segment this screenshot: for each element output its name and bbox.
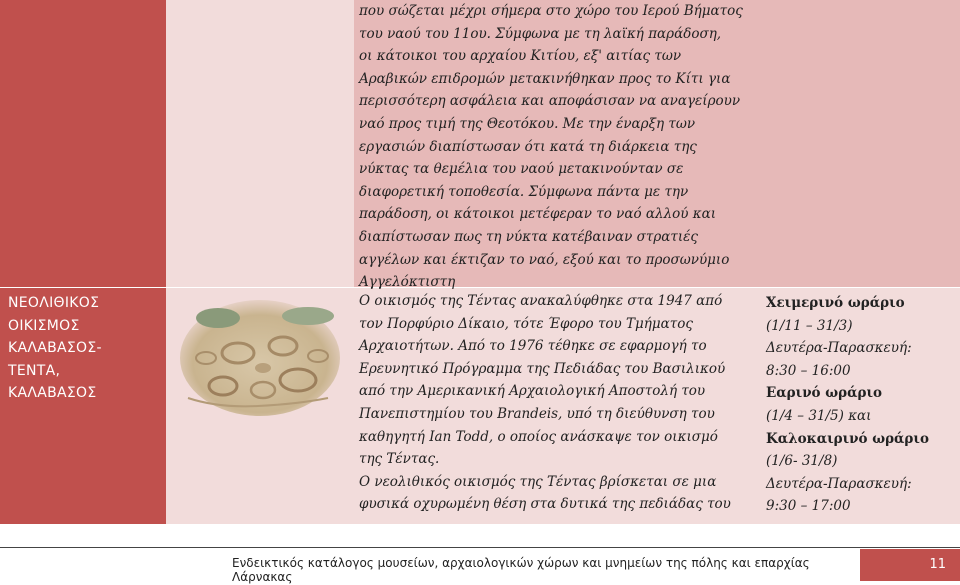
text-line: εργασιών διαπίστωσαν ότι κατά τη διάρκεια της [359, 138, 697, 155]
site-name-line: ΚΑΛΑΒΑΣΟΣ [8, 385, 97, 402]
text-line: του ναού του 11ου. Σύμφωνα με τη λαϊκή παράδοση, [359, 25, 722, 42]
text-line: καθηγητή Ian Todd, ο οποίος ανάσκαψε τον οικισμό [359, 428, 718, 445]
text-line: Αραβικών επιδρομών μετακινήθηκαν προς το Κίτι για [359, 70, 731, 87]
text-line: διαπίστωσαν πως τη νύκτα κατέβαιναν στρατιές [359, 228, 698, 245]
opening-hours [766, 292, 956, 518]
spring-hours-label: Εαρινό ωράριο [766, 385, 882, 402]
site-name-line: ΚΑΛΑΒΑΣΟΣ- [8, 340, 102, 357]
summer-hours-period: (1/6- 31/8) [766, 453, 838, 470]
spring-hours-period: (1/4 – 31/5) και [766, 407, 872, 424]
summer-hours-label: Καλοκαιρινό ωράριο [766, 430, 929, 447]
table-cell-hours-prev [754, 0, 960, 287]
text-line: Πανεπιστημίου του Brandeis, υπό τη διεύθυνση του [359, 405, 715, 422]
site-name-line: ΟΙΚΙΣΜΟΣ [8, 317, 80, 334]
footer-caption: Ενδεικτικός κατάλογος μουσείων, αρχαιολογικών χώρων και μνημείων της πόλης και επαρχίας Λάρνακας [232, 556, 810, 584]
table-cell-image-prev [166, 0, 354, 287]
text-line: οι κάτοικοι του αρχαίου Κιτίου, εξ' αιτίας των [359, 48, 682, 65]
text-line: Ο οικισμός της Τέντας ανακαλύφθηκε στα 1947 από [359, 293, 723, 309]
winter-hours-period: (1/11 – 31/3) [766, 317, 853, 334]
text-line: Ο νεολιθικός οικισμός της Τέντας βρίσκεται σε μια [359, 473, 717, 490]
summer-hours-days: Δευτέρα-Παρασκευή: [766, 475, 912, 492]
site-name-line: ΝΕΟΛΙΘΙΚΟΣ [8, 295, 100, 311]
previous-site-description [359, 0, 751, 294]
text-line: διαφορετική τοποθεσία. Σύμφωνα πάντα με την [359, 183, 689, 200]
text-line: Ερευνητικό Πρόγραμμα της Πεδιάδας του Βασιλικού [359, 360, 726, 377]
text-line: αγγέλων και έκτιζαν το ναό, εξού και το προσωνύμιο [359, 251, 730, 268]
text-line: παράδοση, οι κάτοικοι μετέφεραν το ναό αλλού και [359, 206, 717, 223]
footer-divider [0, 547, 960, 548]
text-line: που σώζεται μέχρι σήμερα στο χώρο του Ιερού Βήματος [359, 3, 743, 19]
site-description [359, 290, 751, 516]
site-name [8, 292, 158, 405]
text-line: της Τέντας. [359, 451, 440, 468]
text-line: Αρχαιοτήτων. Από το 1976 τέθηκε σε εφαρμογή το [359, 338, 707, 355]
text-line: περισσότερη ασφάλεια και αποφάσισαν να αναγείρουν [359, 93, 741, 110]
winter-hours-label: Χειμερινό ωράριο [766, 295, 905, 311]
text-line: από την Αμερικανική Αρχαιολογική Αποστολή του [359, 383, 706, 400]
text-line: ναό προς τιμή της Θεοτόκου. Με την έναρξη των [359, 115, 696, 132]
winter-hours-time: 8:30 – 16:00 [766, 362, 851, 379]
text-line: Αγγελόκτιστη [359, 274, 456, 291]
winter-hours-days: Δευτέρα-Παρασκευή: [766, 340, 912, 357]
text-line: φυσικά οχυρωμένη θέση στα δυτικά της πεδιάδας του [359, 496, 731, 513]
text-line: τον Πορφύριο Δίκαιο, τότε Έφορο του Τμήματος [359, 315, 693, 332]
text-line: νύκτας τα θεμέλια του ναού μετακινούνταν σε [359, 161, 684, 178]
summer-hours-time: 9:30 – 17:00 [766, 498, 851, 515]
site-name-line: ΤΕΝΤΑ, [8, 362, 61, 379]
site-photo [178, 298, 342, 420]
page-number: 11 [860, 549, 960, 581]
table-cell-site-prev [0, 0, 166, 287]
